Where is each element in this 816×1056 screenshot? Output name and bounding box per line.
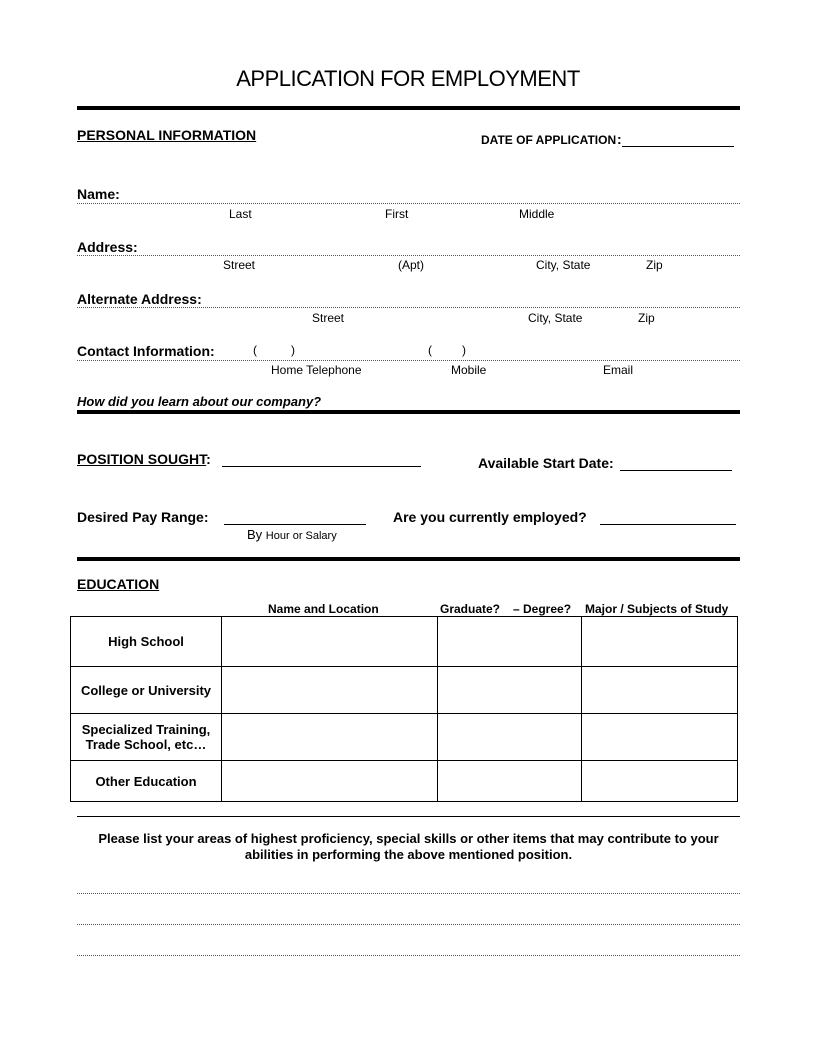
divider	[77, 816, 740, 817]
desired-pay-range-field[interactable]	[224, 524, 366, 525]
currently-employed-field[interactable]	[600, 524, 736, 525]
row-label-college: College or University	[71, 667, 222, 714]
row-label-high-school: High School	[71, 617, 222, 667]
table-row	[71, 761, 738, 802]
how-did-you-learn-label: How did you learn about our company?	[77, 394, 322, 409]
column-major: Major / Subjects of Study	[585, 602, 729, 616]
alternate-address-hint-city-state: City, State	[528, 311, 583, 325]
pay-range-hint-by: By	[247, 527, 263, 542]
table-row	[71, 617, 738, 667]
name-and-location-cell[interactable]	[222, 714, 438, 761]
pay-range-hint-rest: Hour or Salary	[265, 530, 337, 542]
skills-answer-line[interactable]	[77, 924, 740, 925]
address-hint-street: Street	[223, 258, 256, 272]
address-hint-city-state: City, State	[536, 258, 591, 272]
date-of-application-label: DATE OF APPLICATION	[481, 133, 617, 147]
page-title: APPLICATION FOR EMPLOYMENT	[236, 66, 580, 91]
position-sought-label	[77, 451, 211, 467]
name-hint-middle: Middle	[519, 207, 555, 221]
graduate-degree-cell[interactable]	[438, 714, 582, 761]
date-of-application-field[interactable]	[622, 146, 734, 147]
table-row	[71, 667, 738, 714]
major-cell[interactable]	[582, 667, 738, 714]
currently-employed-label: Are you currently employed?	[393, 509, 587, 525]
column-degree: – Degree?	[513, 602, 572, 616]
skills-answer-line[interactable]	[77, 893, 740, 894]
available-start-date-label: Available Start Date:	[478, 455, 614, 471]
row-label-specialized-training: Specialized Training, Trade School, etc…	[71, 714, 222, 761]
education-table	[70, 616, 738, 802]
position-sought-text: POSITION SOUGHT	[77, 451, 207, 467]
available-start-date-field[interactable]	[620, 470, 732, 471]
personal-information-heading: PERSONAL INFORMATION	[77, 127, 257, 143]
graduate-degree-cell[interactable]	[438, 667, 582, 714]
graduate-degree-cell[interactable]	[438, 617, 582, 667]
name-hint-first: First	[385, 207, 409, 221]
name-and-location-cell[interactable]	[222, 617, 438, 667]
alternate-address-hint-zip: Zip	[638, 311, 655, 325]
contact-hint-home-telephone: Home Telephone	[271, 363, 362, 377]
name-hint-last: Last	[229, 207, 252, 221]
contact-hint-mobile: Mobile	[451, 363, 487, 377]
contact-information-field[interactable]	[77, 360, 740, 361]
address-label: Address:	[77, 239, 138, 255]
mobile-paren-open: (	[428, 343, 432, 357]
alternate-address-field[interactable]	[77, 307, 740, 308]
address-hint-zip: Zip	[646, 258, 663, 272]
major-cell[interactable]	[582, 761, 738, 802]
skills-prompt: Please list your areas of highest proficiency, special skills or other items that may contribute to your abilities in performing the above mentioned position.	[98, 831, 719, 862]
column-graduate: Graduate?	[440, 602, 501, 616]
skills-answer-line[interactable]	[77, 955, 740, 956]
desired-pay-range-label: Desired Pay Range:	[77, 509, 209, 525]
name-label: Name:	[77, 186, 120, 202]
address-hint-apt: (Apt)	[398, 258, 425, 272]
home-phone-paren-open: (	[253, 343, 257, 357]
row-label-other-education: Other Education	[71, 761, 222, 802]
alternate-address-label: Alternate Address:	[77, 291, 202, 307]
graduate-degree-cell[interactable]	[438, 761, 582, 802]
position-sought-colon: :	[206, 451, 211, 467]
major-cell[interactable]	[582, 714, 738, 761]
position-sought-field[interactable]	[222, 466, 421, 467]
column-name-and-location: Name and Location	[268, 602, 379, 616]
major-cell[interactable]	[582, 617, 738, 667]
divider	[77, 106, 740, 110]
pay-range-hint	[247, 527, 337, 542]
table-row	[71, 714, 738, 761]
contact-information-label: Contact Information:	[77, 343, 215, 359]
address-field[interactable]	[77, 255, 740, 256]
education-heading: EDUCATION	[77, 576, 160, 592]
contact-hint-email: Email	[603, 363, 634, 377]
name-and-location-cell[interactable]	[222, 667, 438, 714]
name-field[interactable]	[77, 203, 740, 204]
date-colon: :	[617, 131, 622, 147]
name-and-location-cell[interactable]	[222, 761, 438, 802]
divider	[77, 410, 740, 414]
home-phone-paren-close: )	[291, 343, 295, 357]
divider	[77, 557, 740, 561]
mobile-paren-close: )	[462, 343, 466, 357]
alternate-address-hint-street: Street	[312, 311, 345, 325]
